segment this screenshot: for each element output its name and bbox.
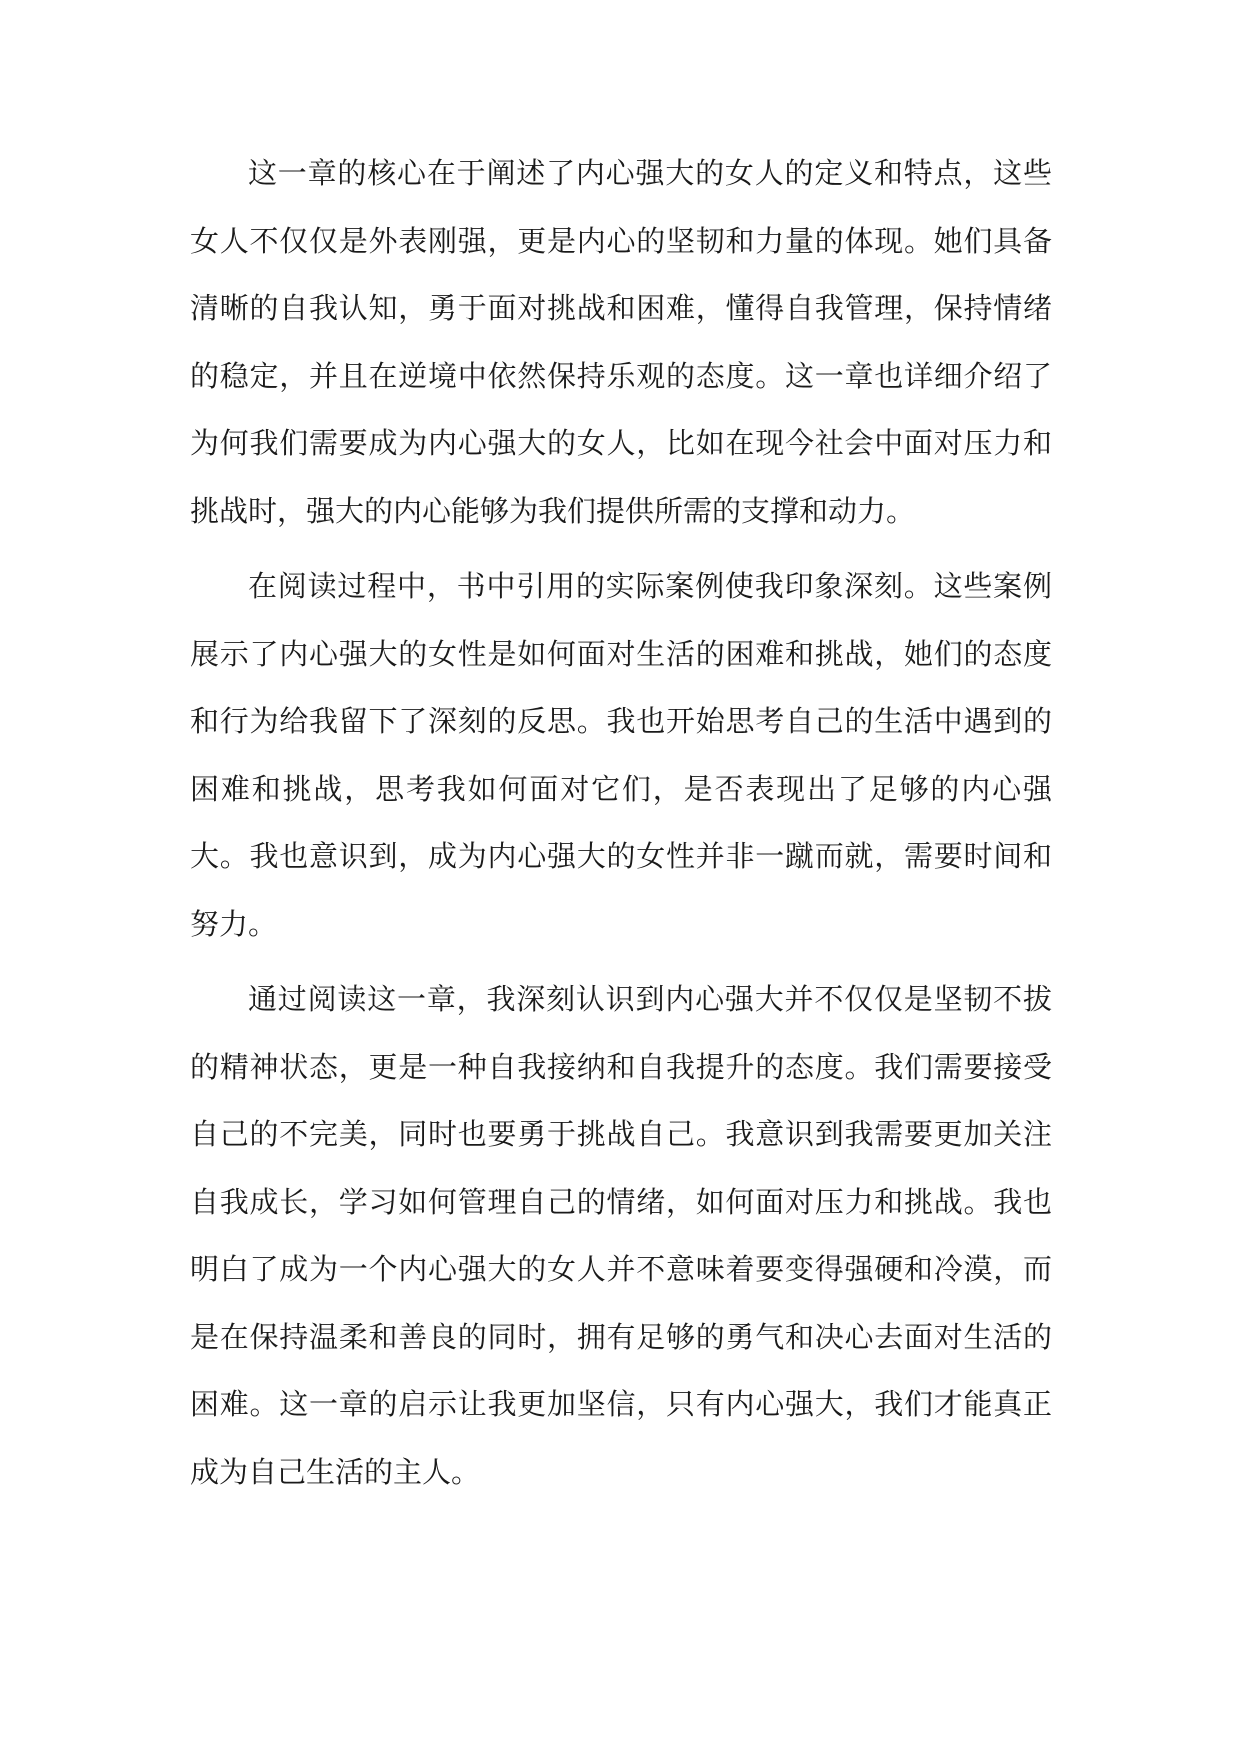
paragraph-2: 在阅读过程中，书中引用的实际案例使我印象深刻。这些案例展示了内心强大的女性是如何面对生活的困难和挑战，她们的态度和行为给我留下了深刻的反思。我也开始思考自己的生活中遇到的困难和挑战，思考我如何面对它们，是否表现出了足够的内心强大。我也意识到，成为内心强大的女性并非一蹴而就，需要时间和努力。 (190, 569, 1052, 941)
paragraph-1: 这一章的核心在于阐述了内心强大的女人的定义和特点，这些女人不仅仅是外表刚强，更是内心的坚韧和力量的体现。她们具备清晰的自我认知，勇于面对挑战和困难，懂得自我管理，保持情绪的稳定，并且在逆境中依然保持乐观的态度。这一章也详细介绍了为何我们需要成为内心强大的女人，比如在现今社会中面对压力和挑战时，强大的内心能够为我们提供所需的支撑和动力。 (190, 156, 1052, 528)
paragraph-3: 通过阅读这一章，我深刻认识到内心强大并不仅仅是坚韧不拔的精神状态，更是一种自我接纳和自我提升的态度。我们需要接受自己的不完美，同时也要勇于挑战自己。我意识到我需要更加关注自我成长，学习如何管理自己的情绪，如何面对压力和挑战。我也明白了成为一个内心强大的女人并不意味着要变得强硬和冷漠，而是在保持温柔和善良的同时，拥有足够的勇气和决心去面对生活的困难。这一章的启示让我更加坚信，只有内心强大，我们才能真正成为自己生活的主人。 (190, 982, 1052, 1489)
document-body (190, 140, 1052, 1514)
